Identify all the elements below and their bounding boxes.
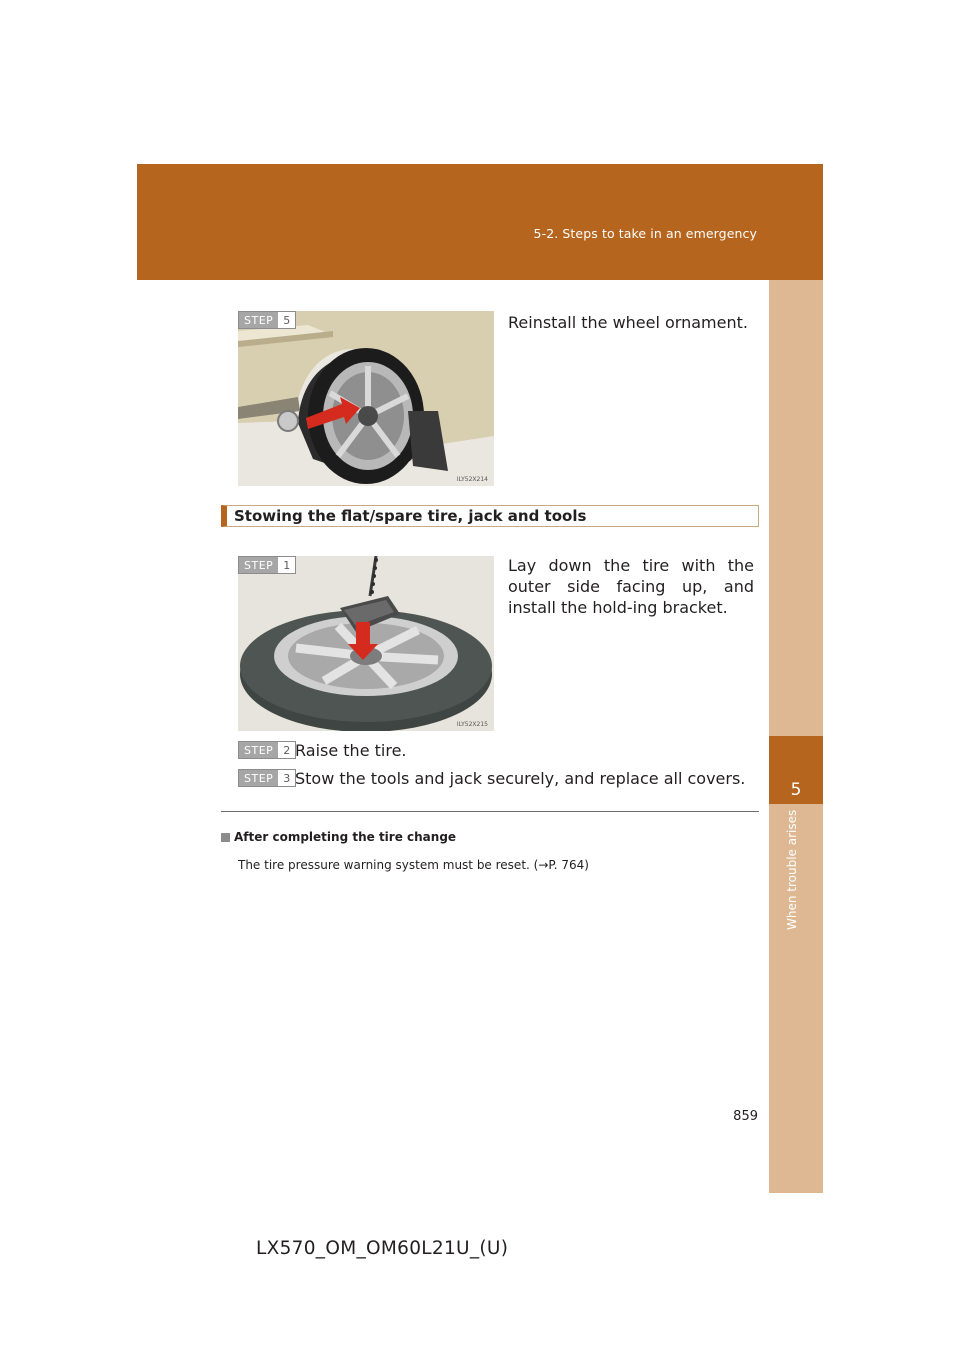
step-word: STEP [239, 312, 278, 328]
side-strip [769, 280, 823, 1193]
step-badge-2 [238, 741, 296, 759]
wheel-ornament-figure [238, 311, 494, 486]
tire-bracket-figure [238, 556, 494, 731]
subsection-title [221, 505, 759, 527]
chapter-label: When trouble arises [785, 810, 799, 931]
step-word: STEP [239, 770, 278, 786]
divider [221, 811, 759, 812]
step1-text: Lay down the tire with the outer side facing up, and install the hold-ing bracket. [508, 556, 754, 617]
note-heading [221, 830, 456, 844]
step2-text: Raise the tire. [295, 741, 407, 760]
step-word: STEP [239, 557, 278, 573]
step3-text: Stow the tools and jack securely, and replace all covers. [295, 769, 746, 788]
figure-code: ILY52X214 [456, 476, 488, 483]
step-number: 3 [283, 771, 291, 785]
note-heading-text: After completing the tire change [234, 830, 457, 844]
subsection-title-text: Stowing the flat/spare tire, jack and tools [234, 507, 587, 525]
step-word: STEP [239, 742, 278, 758]
tire-bracket-illustration [238, 556, 494, 731]
square-bullet-icon [221, 833, 230, 842]
step-badge-1 [238, 556, 296, 574]
step-number: 2 [283, 743, 291, 757]
step-number: 5 [283, 313, 291, 327]
document-code: LX570_OM_OM60L21U_(U) [256, 1238, 509, 1259]
wheel-ornament-illustration [238, 311, 494, 486]
step-badge-5 [238, 311, 296, 329]
step-number: 1 [283, 558, 291, 572]
step-badge-3 [238, 769, 296, 787]
page-number: 859 [733, 1109, 758, 1124]
section-title: 5-2. Steps to take in an emergency [533, 226, 757, 241]
note-text: The tire pressure warning system must be reset. (→P. 764) [238, 858, 589, 872]
header-band [137, 164, 823, 280]
figure-code: ILY52X215 [456, 721, 488, 728]
chapter-number: 5 [790, 780, 802, 800]
step5-text: Reinstall the wheel ornament. [508, 313, 748, 332]
